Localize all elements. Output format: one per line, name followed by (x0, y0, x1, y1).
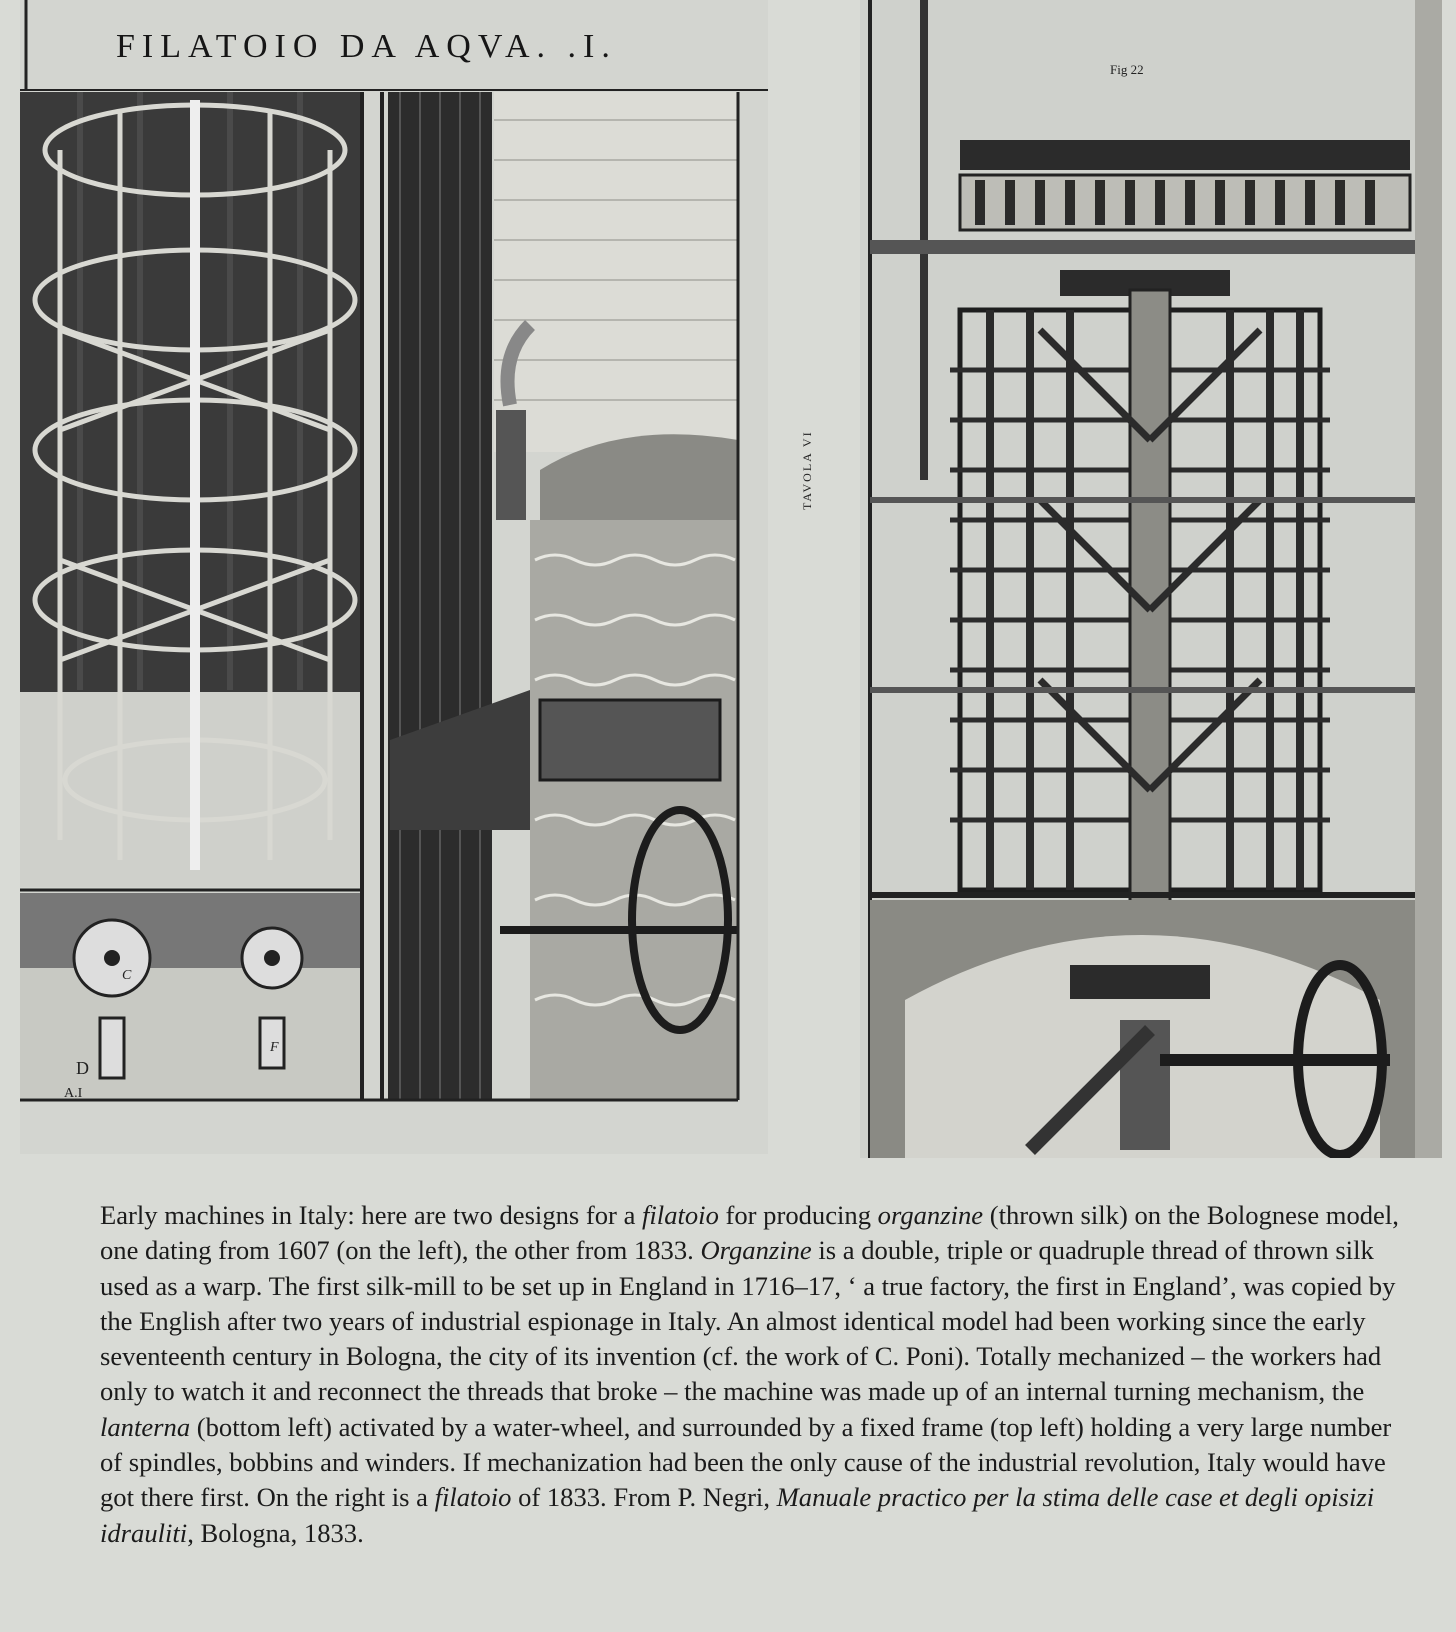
caption-text: Early machines in Italy: here are two designs for a (100, 1200, 643, 1230)
caption-emphasis: filatoio (642, 1200, 719, 1230)
caption-emphasis: organzine (877, 1200, 984, 1230)
caption-text: (bottom left) activated by a water-wheel, and surrounded by a fixed frame (top left) holding a very large number of spindles, bobbins and winders. If mechanization had been the only cause of the industrial revolution, Italy would have got there first. On the right is a (100, 1411, 1392, 1513)
caption-text: (thrown silk) on the Bolognese model, one dating from 1607 (on the left), the other from 1833. (100, 1200, 1399, 1266)
caption-text: for producing (718, 1200, 878, 1230)
plate-title: FILATOIO DA AQVA. .I. (116, 28, 617, 65)
caption-text: is a double, triple or quadruple thread of thrown silk used as a warp. The first silk-mill to be set up in England in 1716–17, ‘ a true factory, the first in England’, was copied by the English after two years of industrial espionage in Italy. An almost identical model had been working since the early seventeenth century in Bologna, the city of its invention (cf. the work of C. Poni). Totally mechanized – the workers had only to watch it and reconnect the threads that broke – the machine was made up of an internal turning mechanism, the (100, 1235, 1396, 1407)
caption-emphasis: Manuale practico per la stima delle case et degli opisizi idrauliti (100, 1482, 1375, 1548)
caption-emphasis: filatoio (434, 1482, 512, 1513)
letter-d: D (76, 1058, 89, 1078)
letter-c: C (122, 968, 132, 983)
caption-text: of 1833. From P. Negri, (511, 1482, 777, 1513)
left-engraving-plate (20, 0, 768, 1154)
right-engraving-plate (860, 0, 1442, 1158)
filatoio-1607-engraving (20, 0, 768, 1154)
caption-text: , Bologna, 1833. (187, 1517, 364, 1548)
caption-emphasis: lanterna (100, 1411, 191, 1442)
tavola-label: TAVOLA VI (800, 430, 814, 510)
letter-ai: A.I (64, 1086, 83, 1101)
figure-caption (100, 1198, 1400, 1551)
fig-label: Fig 22 (1110, 62, 1144, 77)
caption-emphasis: Organzine (700, 1235, 812, 1266)
filatoio-1833-engraving (860, 0, 1442, 1158)
letter-f: F (270, 1040, 279, 1055)
